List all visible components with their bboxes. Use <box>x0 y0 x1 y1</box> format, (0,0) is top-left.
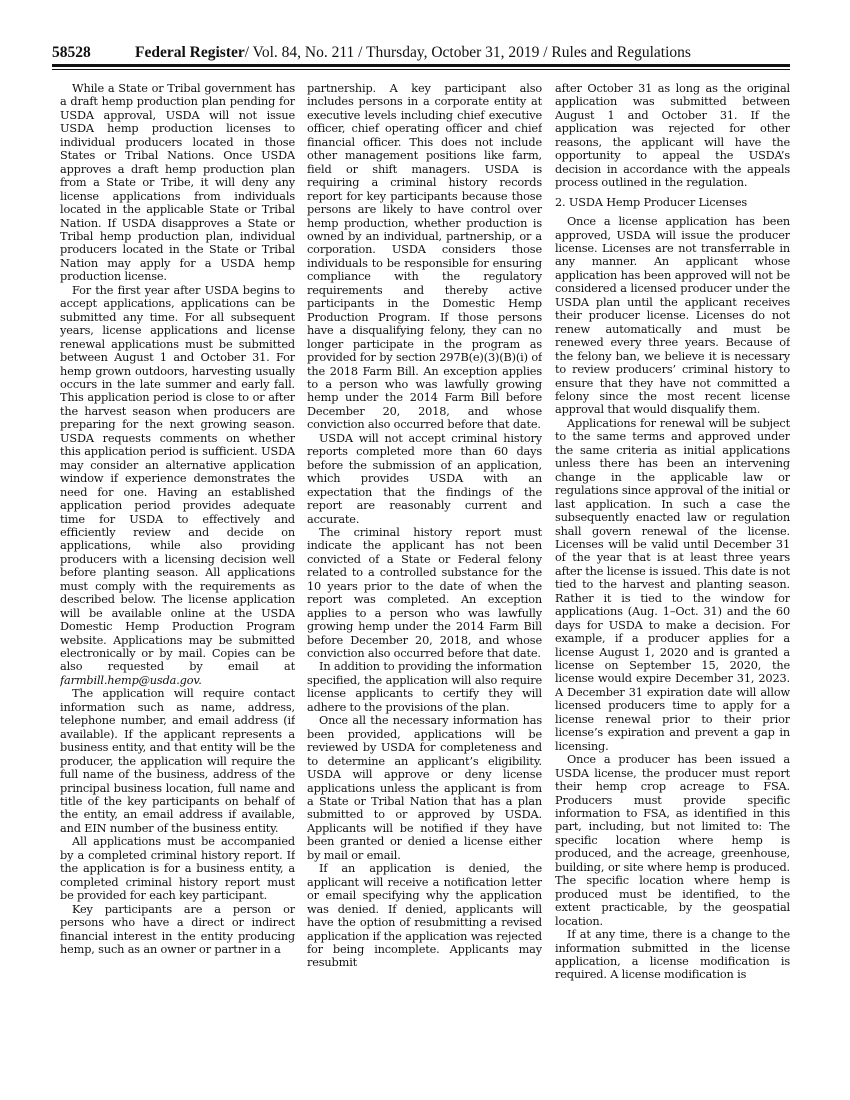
paragraph: after October 31 as long as the original application was submitted between August 1 and October 31. If the application was rejected for other reasons, the applicant will have the opportunity to appeal the USDA’s decision in accordance with the appeals process outlined in the regulation. <box>555 82 790 190</box>
text-column-3 <box>555 82 790 1082</box>
running-header <box>52 44 790 62</box>
text-column-1 <box>60 82 295 1082</box>
email-link[interactable]: farmbill.hemp@usda.gov. <box>60 673 202 687</box>
publication-name: Federal Register <box>135 44 245 61</box>
paragraph: If at any time, there is a change to the information submitted in the license application, a license modification is required. A license modification is <box>555 928 790 982</box>
paragraph: USDA will not accept criminal history reports completed more than 60 days before the submission of an application, which provides USDA with an expectation that the findings of the report are reasonably current and accurate. <box>307 431 542 526</box>
paragraph: The application will require contact information such as name, address, telephone number, and email address (if available). If the applicant represents a business entity, and that entity will be the producer, the application will require the full name of the business, address of the principal business location, full name and title of the key participants on behalf of the entity, an email address if available, and EIN number of the business entity. <box>60 687 295 835</box>
paragraph: Once a producer has been issued a USDA license, the producer must report their hemp crop acreage to FSA. Producers must provide specific information to FSA, as identified in this part, including, but not limited to: The specific location where hemp is produced, and the acreage, greenhouse, building, or site where hemp is produced. The specific location where hemp is produced must be identified, to the extent practicable, by the geospatial location. <box>555 753 790 928</box>
paragraph: The criminal history report must indicate the applicant has not been convicted of a State or Federal felony related to a controlled substance for the 10 years prior to the date of when the report was completed. An exception applies to a person who was lawfully growing hemp under the 2014 Farm Bill before December 20, 2018, and whose conviction also occurred before that date. <box>307 525 542 661</box>
paragraph: While a State or Tribal government has a draft hemp production plan pending for USDA approval, USDA will not issue USDA hemp production licenses to individual producers located in those States or Tribal Nations. Once USDA approves a draft hemp production plan from a State or Tribe, it will deny any license applications from individuals located in the applicable State or Tribal Nation. If USDA disapproves a State or Tribal hemp production plan, individual producers located in the State or Tribal Nation may apply for a USDA hemp production license. <box>60 82 295 284</box>
paragraph: Once a license application has been approved, USDA will issue the producer license. Licenses are not transferrable in any manner. An applicant whose application has been approved will not be considered a licensed producer under the USDA plan until the applicant receives their producer license. Licenses do not renew automatically and must be renewed every three years. Because of the felony ban, we believe it is necessary to review producers’ criminal history to ensure that they have not committed a felony since the most recent license approval that would disqualify them. <box>555 215 790 417</box>
page-number: 58528 <box>52 44 91 61</box>
paragraph-text: For the first year after USDA begins to accept applications, applications can be submitted any time. For all subsequent years, license applications and license renewal applications must be submitted between August 1 and October 31. For hemp grown outdoors, harvesting usually occurs in the late summer and early fall. This application period is close to or after the harvest season when producers are preparing for the next growing season. USDA requests comments on whether this application period is sufficient. USDA may consider an alternative application window if experience demonstrates the need for one. Having an established application period provides adequate time for USDA to effectively and efficiently review and decide on applications, while also providing producers with a licensing decision well before planting season. All applications must comply with the requirements as described below. The license application will be available online at the USDA Domestic Hemp Production Program website. Applications may be submitted electronically or by mail. Copies can be also requested by email at <box>60 283 295 674</box>
section-heading: 2. USDA Hemp Producer Licenses <box>555 195 748 209</box>
paragraph: In addition to providing the information specified, the application will also require license applicants to certify they will adhere to the provisions of the plan. <box>307 660 542 714</box>
paragraph: Once all the necessary information has been provided, applications will be reviewed by USDA for completeness and to determine an applicant’s eligibility. USDA will approve or deny license applications unless the applicant is from a State or Tribal Nation that has a plan submitted to or approved by USDA. Applicants will be notified if they have been granted or denied a license either by mail or email. <box>307 714 542 862</box>
text-column-2 <box>307 82 542 1082</box>
header-rule-thick <box>52 64 790 67</box>
paragraph: Key participants are a person or persons who have a direct or indirect financial interest in the entity producing hemp, such as an owner or partner in a <box>60 902 295 956</box>
issue-info: / Vol. 84, No. 211 / Thursday, October 31, 2019 / Rules and Regulations <box>244 44 691 61</box>
paragraph: partnership. A key participant also includes persons in a corporate entity at executive levels including chief executive officer, chief operating officer and chief financial officer. This does not include other management positions like farm, field or shift managers. USDA is requiring a criminal history records report for key participants because those persons are likely to have control over hemp production, whether production is owned by an individual, partnership, or a corporation. USDA considers those individuals to be responsible for ensuring compliance with the regulatory requirements and thereby active participants in the Domestic Hemp Production Program. If those persons have a disqualifying felony, they can no longer participate in the program as provided for by section 297B(e)(3)(B)(i) of the 2018 Farm Bill. An exception applies to a person who was lawfully growing hemp under the 2014 Farm Bill before December 20, 2018, and whose conviction also occurred before that date. <box>307 82 542 432</box>
paragraph: Applications for renewal will be subject to the same terms and approved under the same criteria as initial applications unless there has been an intervening change in the applicable law or regulations since approval of the initial or last application. In such a case the subsequently enacted law or regulation shall govern renewal of the license. Licenses will be valid until December 31 of the year that is at least three years after the license is issued. This date is not tied to the harvest and planting season. Rather it is tied to the window for applications (Aug. 1–Oct. 31) and the 60 days for USDA to make a decision. For example, if a producer applies for a license August 1, 2020 and is granted a license on September 15, 2020, the license would expire December 31, 2023. A December 31 expiration date will allow licensed producers time to apply for a license renewal prior to their prior license’s expiration and prevent a gap in licensing. <box>555 416 790 753</box>
header-rule-thin <box>52 69 790 70</box>
paragraph: All applications must be accompanied by a completed criminal history report. If the application is for a business entity, a completed criminal history report must be provided for each key participant. <box>60 835 295 903</box>
paragraph <box>60 284 295 688</box>
paragraph: If an application is denied, the applicant will receive a notification letter or email specifying why the application was denied. If denied, applicants will have the option of resubmitting a revised application if the application was rejected for being incomplete. Applicants may resubmit <box>307 862 542 970</box>
